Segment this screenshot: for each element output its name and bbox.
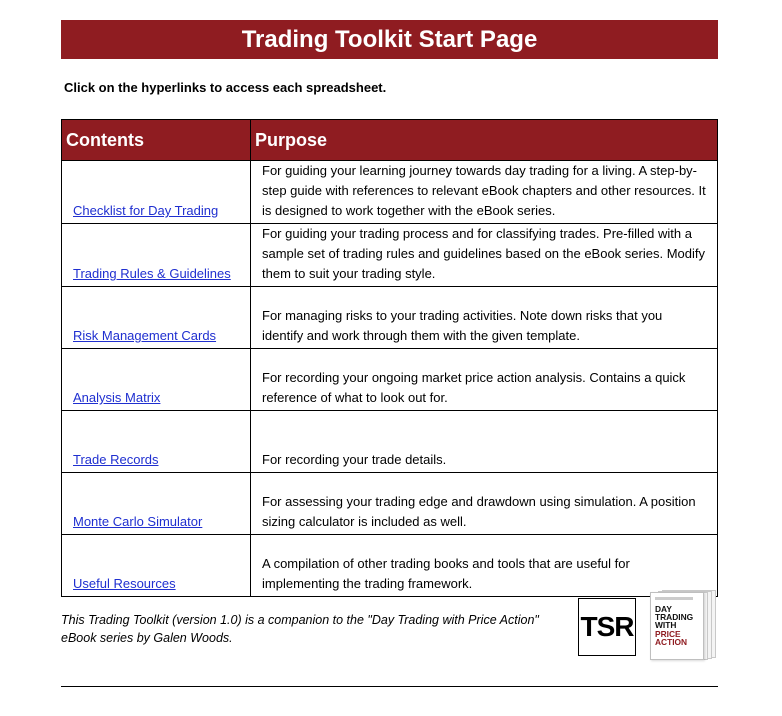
- purpose-cell: A compilation of other trading books and tools that are useful for implementing the trading framework.: [251, 535, 718, 597]
- link-risk-management-cards[interactable]: Risk Management Cards: [73, 328, 217, 343]
- table-row: [62, 224, 718, 287]
- link-useful-resources[interactable]: Useful Resources: [73, 576, 176, 591]
- link-analysis-matrix[interactable]: Analysis Matrix: [73, 390, 161, 405]
- contents-cell: [62, 535, 251, 597]
- table-row: [62, 287, 718, 349]
- purpose-cell: For recording your trade details.: [251, 411, 718, 473]
- header-contents: Contents: [62, 120, 251, 161]
- purpose-cell: For managing risks to your trading activities. Note down risks that you identify and work through them with the given template.: [251, 287, 718, 349]
- link-trade-records[interactable]: Trade Records: [73, 452, 159, 467]
- table-header-row: [62, 120, 718, 161]
- table-row: [62, 411, 718, 473]
- purpose-cell: For guiding your learning journey towards day trading for a living. A step-by-step guide with references to relevant eBook chapters and other resources. It is designed to work together with the eBook series.: [251, 161, 718, 224]
- contents-cell: [62, 473, 251, 535]
- instruction-text: Click on the hyperlinks to access each spreadsheet.: [64, 80, 387, 95]
- page-title: Trading Toolkit Start Page: [61, 20, 718, 59]
- tsr-logo: TSR: [578, 598, 636, 656]
- table-row: [62, 349, 718, 411]
- purpose-cell: For assessing your trading edge and drawdown using simulation. A position sizing calculator is included as well.: [251, 473, 718, 535]
- purpose-cell: For recording your ongoing market price action analysis. Contains a quick reference of what to look out for.: [251, 349, 718, 411]
- footer-note: This Trading Toolkit (version 1.0) is a companion to the "Day Trading with Price Action" eBook series by Galen Woods.: [61, 613, 539, 645]
- contents-cell: [62, 161, 251, 224]
- purpose-cell: For guiding your trading process and for classifying trades. Pre-filled with a sample set of trading rules and guidelines based on the eBook series. Modify them to suit your trading style.: [251, 224, 718, 287]
- link-checklist-for-day-trading[interactable]: Checklist for Day Trading: [73, 203, 219, 218]
- table-row: [62, 535, 718, 597]
- link-monte-carlo-simulator[interactable]: Monte Carlo Simulator: [73, 514, 203, 529]
- contents-cell: [62, 411, 251, 473]
- header-purpose: Purpose: [251, 120, 718, 161]
- book-cover-title: DAY TRADING WITH PRICE ACTION: [655, 604, 694, 647]
- bottom-divider: [61, 686, 718, 687]
- contents-cell: [62, 287, 251, 349]
- contents-table: [61, 119, 718, 597]
- link-trading-rules-guidelines[interactable]: Trading Rules & Guidelines: [73, 266, 231, 281]
- contents-cell: [62, 224, 251, 287]
- contents-cell: [62, 349, 251, 411]
- ebook-cover-image: [646, 590, 714, 662]
- table-row: [62, 161, 718, 224]
- table-row: [62, 473, 718, 535]
